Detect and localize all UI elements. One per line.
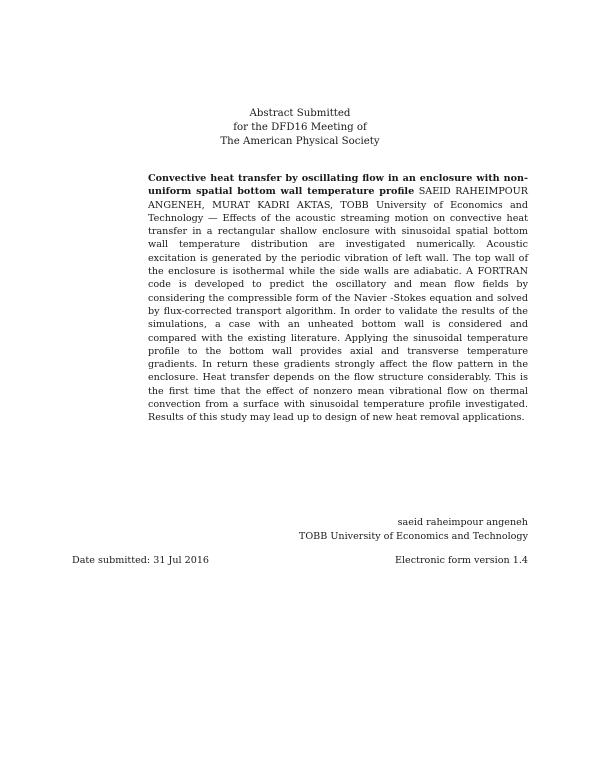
abstract-title: Convective heat transfer by oscillating flow in an enclosure with non-uniform spatial bottom wall temperature profile: [148, 173, 528, 198]
abstract-authors: SAEID RAHEIMPOUR ANGENEH, MURAT KADRI AKTAS, TOBB University of Economics and Technology: [148, 186, 528, 224]
date-submitted: Date submitted: 31 Jul 2016: [72, 555, 210, 566]
header-line-abstract-submitted: Abstract Submitted: [249, 108, 351, 119]
abstract-block: [148, 172, 528, 425]
abstract-body: Effects of the acoustic streaming motion on convective heat transfer in a rectangular shallow enclosure with sinusoidal spatial bottom wall temperature distribution are investigated numerically. Acoustic excitation is generated by the periodic vibration of left wall. The top wall of the enclosure is isothermal while the side walls are adiabatic. A FORTRAN code is developed to predict the oscillatory and mean flow fields by considering the compressible form of the Navier -Stokes equation and solved by flux-corrected transport algorithm. In order to validate the results of the simulations, a case with an unheated bottom wall is considered and compared with the existing literature. Applying the sinusoidal temperature profile to the bottom wall provides axial and transverse temperature gradients. In return these gradients strongly affect the flow pattern in the enclosure. Heat transfer depends on the flow structure considerably. This is the first time that the effect of nonzero mean vibrational flow on thermal convection from a surface with sinusoidal temperature profile investigated. Results of this study may lead up to design of new heat removal applications.: [148, 212, 528, 424]
header-line-society: The American Physical Society: [220, 136, 380, 147]
signature-name: saeid raheimpour angeneh: [397, 517, 528, 528]
signature-block: [299, 516, 528, 544]
signature-affiliation: TOBB University of Economics and Technology: [298, 531, 528, 542]
header-line-meeting: for the DFD16 Meeting of: [233, 122, 367, 133]
form-version: Electronic form version 1.4: [394, 555, 528, 566]
submission-header: [0, 107, 600, 149]
abstract-separator: —: [208, 212, 218, 224]
